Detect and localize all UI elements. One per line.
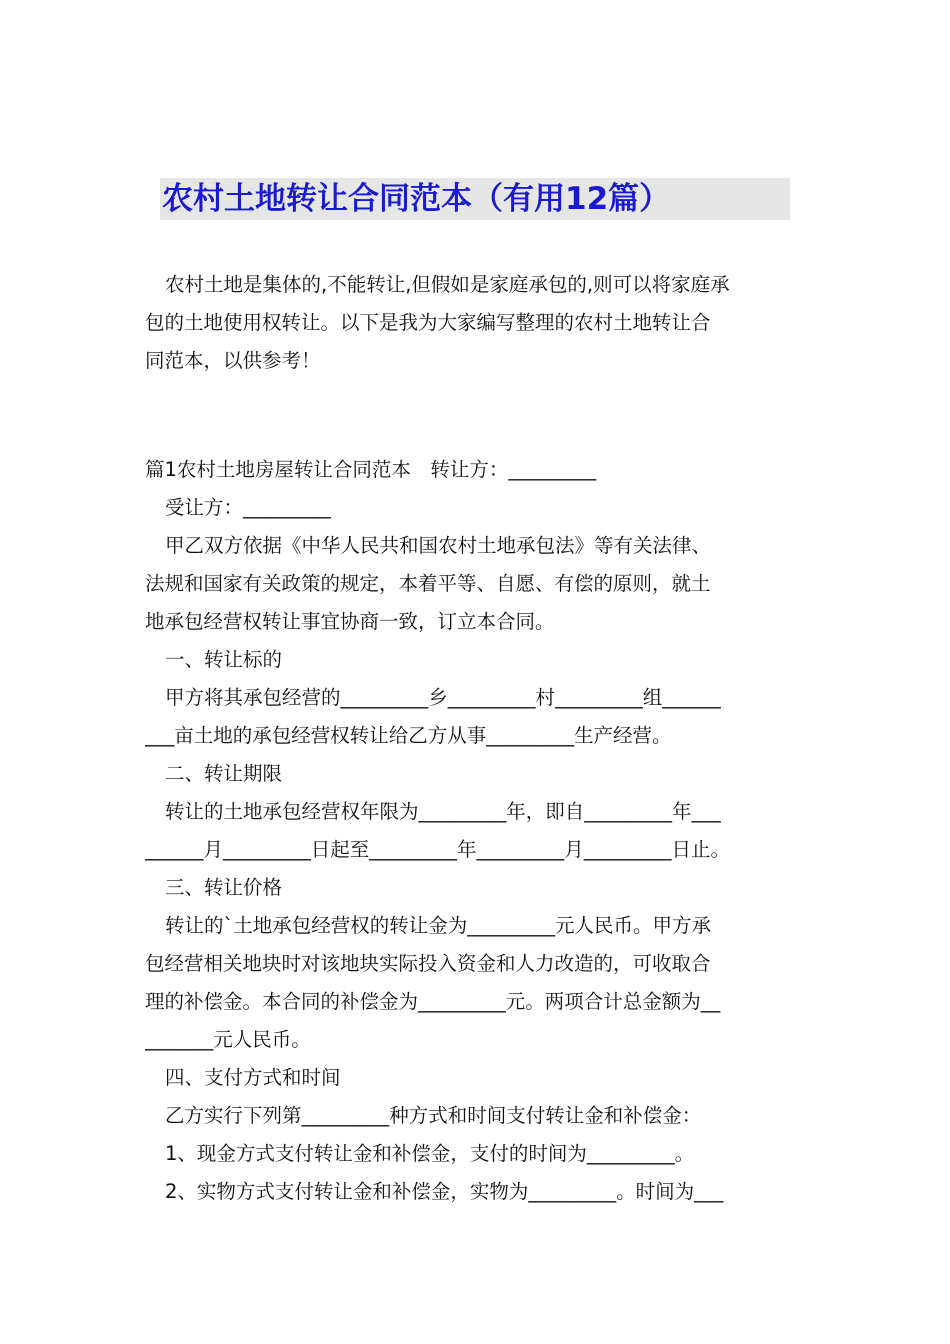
document-title: 农村土地转让合同范本（有用12篇） xyxy=(160,178,790,220)
clause-heading: 二、转让期限 xyxy=(165,762,283,785)
text-line: 包经营相关地块时对该地块实际投入资金和人力改造的，可收取合 xyxy=(145,952,711,975)
clause-heading: 一、转让标的 xyxy=(165,648,283,671)
text-line: 法规和国家有关政策的规定，本着平等、自愿、有偿的原则，就土 xyxy=(145,572,711,595)
text-line: 包的土地使用权转让。以下是我为大家编写整理的农村土地转让合 xyxy=(145,311,711,334)
text-line: 甲方将其承包经营的_________乡_________村_________组______ xyxy=(165,686,721,709)
text-line: 地承包经营权转让事宜协商一致，订立本合同。 xyxy=(145,610,555,633)
clause-heading: 四、支付方式和时间 xyxy=(165,1066,341,1089)
text-line: 乙方实行下列第_________种方式和时间支付转让金和补偿金： xyxy=(165,1104,702,1127)
text-line: ______月_________日起至_________年_________月_________日止。 xyxy=(145,838,731,861)
text-line: 1、现金方式支付转让金和补偿金，支付的时间为_________。 xyxy=(165,1142,695,1165)
text-line: 同范本，以供参考！ xyxy=(145,349,321,372)
contract-body xyxy=(145,451,810,1211)
text-line: 受让方：_________ xyxy=(165,496,331,519)
text-line: 甲乙双方依据《中华人民共和国农村土地承包法》等有关法律、 xyxy=(165,534,712,557)
text-line: 农村土地是集体的,不能转让,但假如是家庭承包的,则可以将家庭承 xyxy=(165,273,730,296)
clause-heading: 三、转让价格 xyxy=(165,876,283,899)
text-line: 2、实物方式支付转让金和补偿金，实物为_________。时间为___ xyxy=(165,1180,724,1203)
text-line: _______元人民币。 xyxy=(145,1028,311,1051)
text-line: ___亩土地的承包经营权转让给乙方从事_________生产经营。 xyxy=(145,724,672,747)
text-line: 转让的土地承包经营权年限为_________年，即自_________年___ xyxy=(165,800,721,823)
text-line: 转让的`土地承包经营权的转让金为_________元人民币。甲方承 xyxy=(165,914,712,937)
intro-paragraph xyxy=(145,266,810,380)
section-heading: 篇1农村土地房屋转让合同范本 转让方：_________ xyxy=(145,458,597,481)
text-line: 理的补偿金。本合同的补偿金为_________元。两项合计总金额为__ xyxy=(145,990,721,1013)
